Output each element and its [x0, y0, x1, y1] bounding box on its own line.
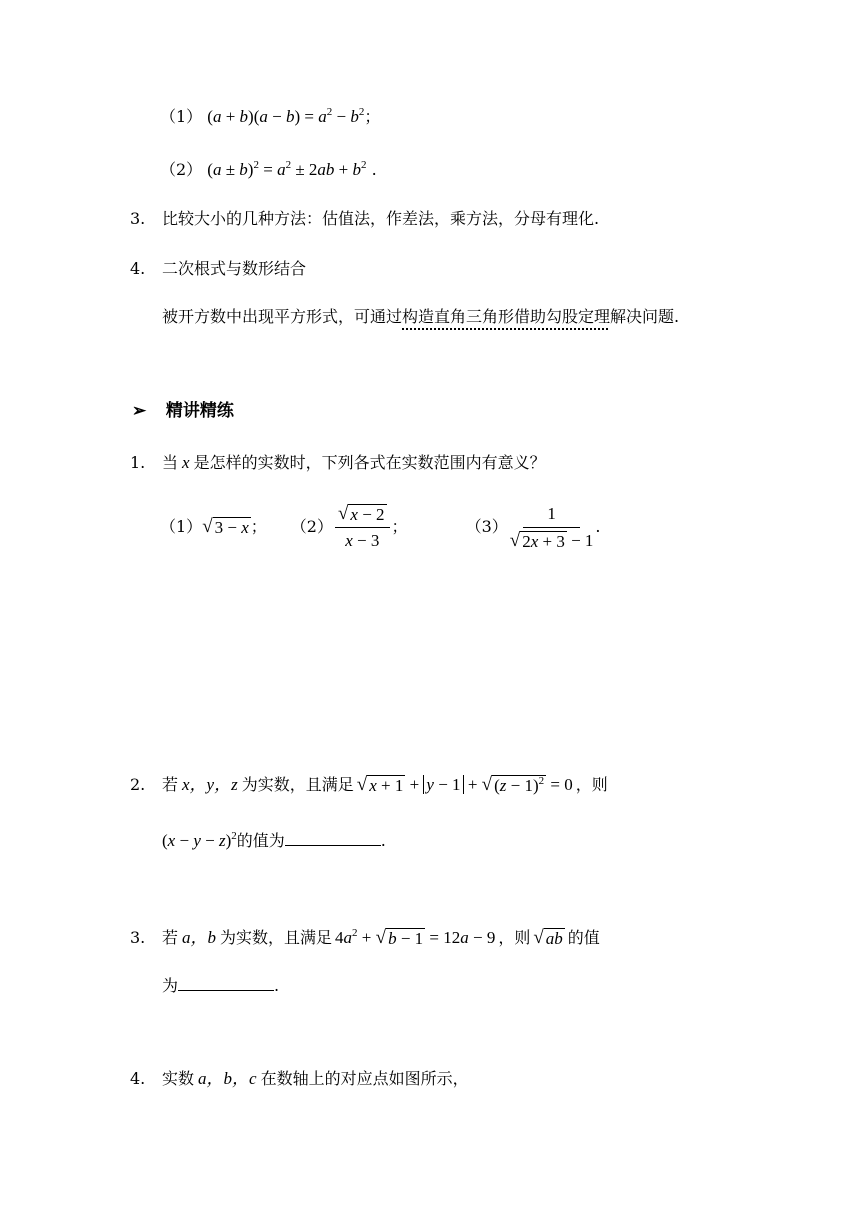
- formula-2: （2） $(a \pm b)^2 = a^2 \pm 2ab + b^2$ .: [160, 159, 377, 179]
- condition-expression: √ x + 1 + y − 1 + √ $(z - 1)^2$ = 0: [356, 774, 573, 795]
- problem-number: 1.: [130, 453, 146, 472]
- subpart-3-expression: 1 √ 2x + 3 − 1: [509, 503, 594, 551]
- item-title: 二次根式与数形结合: [162, 259, 307, 278]
- answer-blank[interactable]: [178, 974, 274, 991]
- problem-1-subparts: （1） √ 3 − x ； （2） √ x − 2 x − 3 ； （3） 1 √ 2x + 3 − 1 .: [160, 502, 601, 551]
- subpart-3-number: （3）: [465, 517, 508, 536]
- subpart-2-number: （2）: [290, 517, 333, 536]
- desc-text: 被开方数中出现平方形式，可通过: [162, 307, 403, 326]
- problem-text: 实数 a，b，c 在数轴上的对应点如图所示，: [162, 1069, 469, 1088]
- formula-1-number: （1）: [160, 107, 203, 126]
- formula-1: （1） $(a + b)(a - b) = a^2 - b^2$；: [160, 106, 381, 126]
- desc-text: 解决问题.: [610, 307, 680, 326]
- item-number: 3.: [130, 209, 146, 228]
- section-heading: [132, 399, 234, 423]
- problem-text: 当 x 是怎样的实数时，下列各式在实数范围内有意义？: [162, 453, 546, 472]
- item-text: 比较大小的几种方法：估值法，作差法，乘方法，分母有理化.: [162, 209, 600, 228]
- subpart-2-expression: √ x − 2 x − 3: [335, 503, 390, 552]
- emphasized-text: 构造直角三角形借助勾股定理: [402, 307, 611, 326]
- problem-number: 3.: [130, 928, 146, 947]
- formula-2-expression: $(a \pm b)^2 = a^2 \pm 2ab + b^2$: [207, 159, 367, 179]
- item-number: 4.: [130, 259, 146, 278]
- arrow-bullet-icon: ➢: [132, 401, 147, 421]
- target-expression: $(x - y - z)^2$: [162, 830, 237, 850]
- answer-blank[interactable]: [285, 829, 381, 846]
- section-title: 精讲精练: [165, 401, 234, 421]
- formula-2-number: （2）: [160, 160, 203, 179]
- problem-3-question: 为 .: [162, 976, 280, 995]
- condition-expression: $4a^2$ + √ b − 1 = 12a − 9: [335, 927, 496, 948]
- subpart-1-number: （1）: [160, 517, 203, 536]
- target-expression: √ ab: [533, 927, 563, 948]
- problem-number: 4.: [130, 1069, 146, 1088]
- problem-number: 2.: [130, 775, 146, 794]
- problem-text: 若 x，y，z 为实数，且满足 √ x + 1 + y − 1 + √ $(z - 1)^2$ = 0 ，则: [162, 774, 608, 795]
- problem-text: 若 a，b 为实数，且满足 $4a^2$ + √ b − 1 = 12a − 9 ，则 √ ab 的值: [162, 927, 600, 948]
- formula-1-expression: $(a + b)(a - b) = a^2 - b^2$: [207, 106, 365, 126]
- problem-2-question: $(x - y - z)^2$的值为 .: [162, 830, 386, 850]
- review-item-4-description: [162, 305, 679, 329]
- subpart-1-expression: √ 3 − x: [202, 515, 249, 537]
